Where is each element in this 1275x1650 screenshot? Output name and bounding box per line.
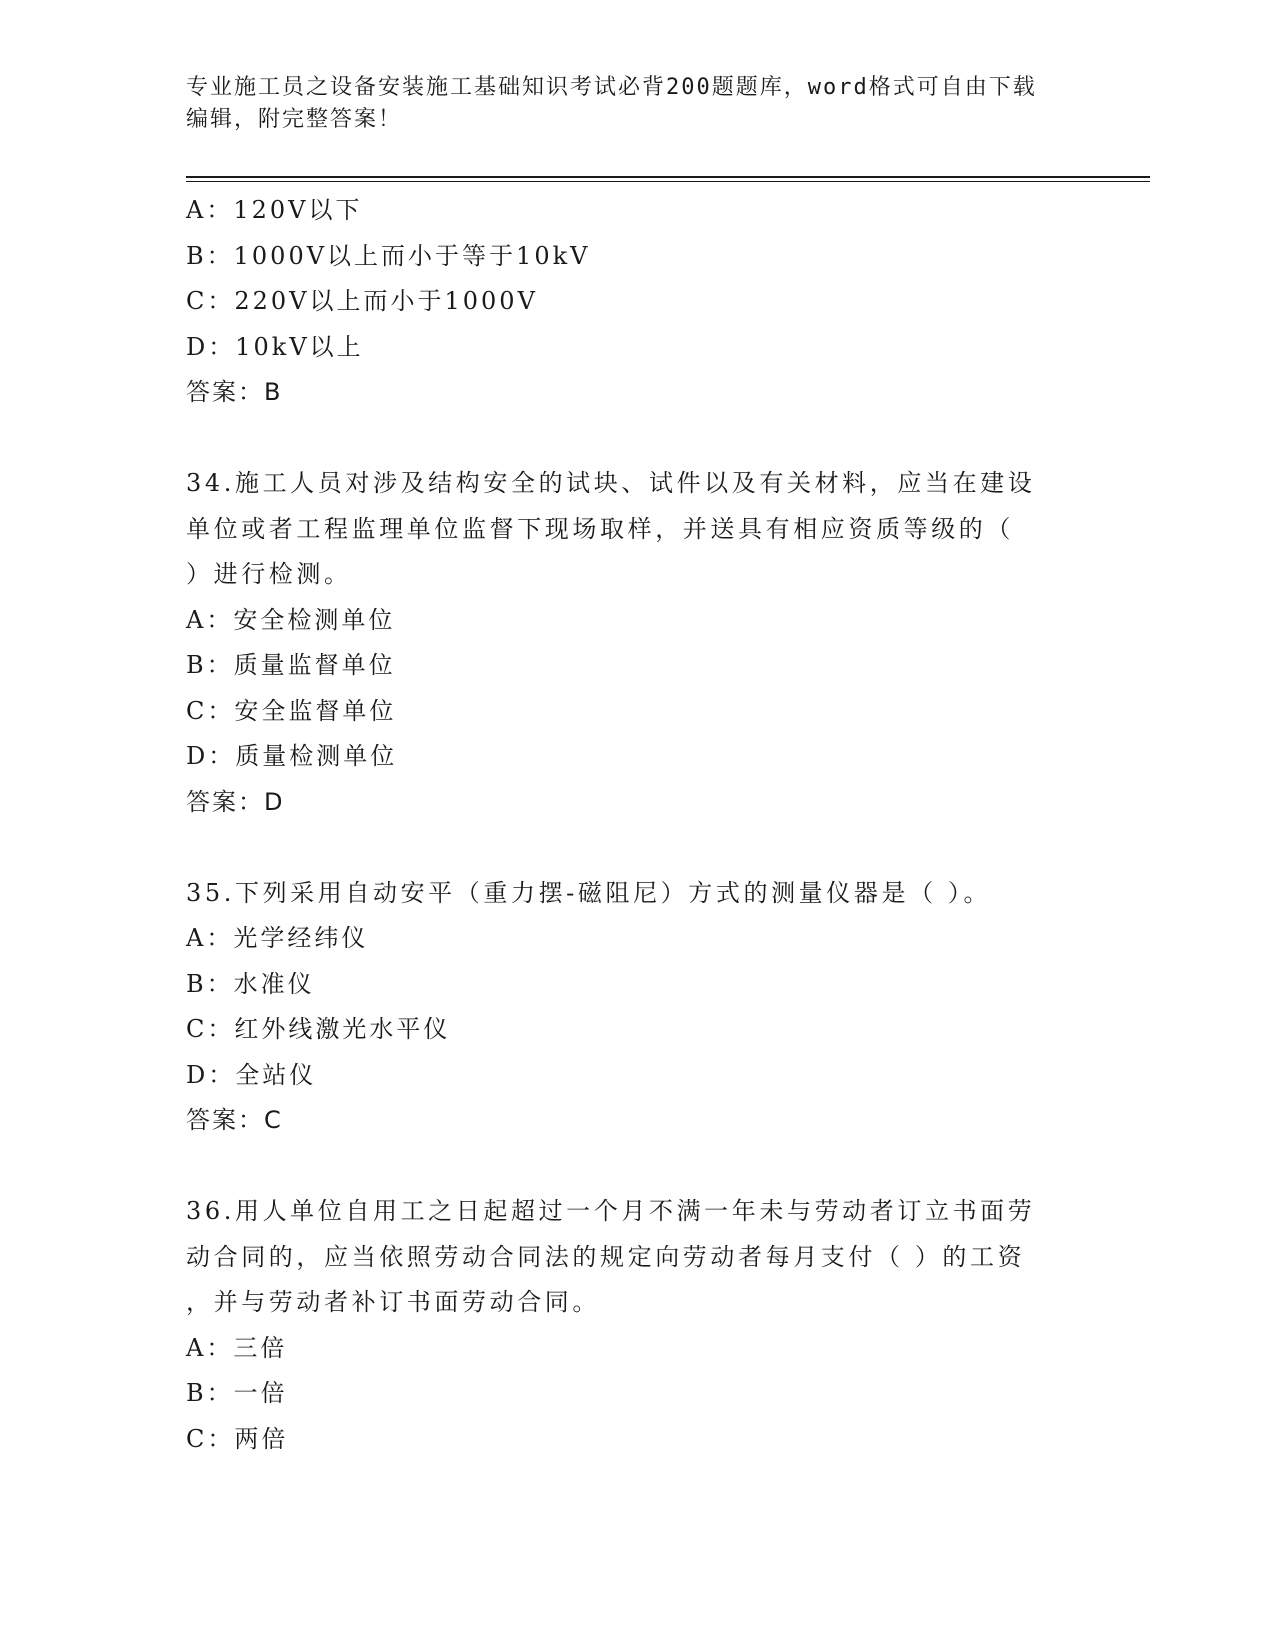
option-a: A：120V以下 [186, 196, 363, 224]
header-title-line-1: 专业施工员之设备安装施工基础知识考试必背200题题库，word格式可自由下载 [186, 75, 1037, 100]
option-a: A：三倍 [186, 1333, 288, 1362]
stem-line: 动合同的，应当依照劳动合同法的规定向劳动者每月支付（ ）的工资 [186, 1242, 1026, 1271]
question-36 [186, 1189, 1086, 1462]
answer-line: 答案：B [186, 378, 283, 406]
option-b: B：水准仪 [186, 969, 315, 998]
stem-line: ，并与劳动者补订书面劳动合同。 [186, 1288, 600, 1316]
option-a: A：光学经纬仪 [186, 924, 369, 952]
stem-line: 34.施工人员对涉及结构安全的试块、试件以及有关材料，应当在建设 [186, 469, 1036, 497]
header-divider-thin [186, 181, 1150, 182]
option-c: C：红外线激光水平仪 [186, 1015, 451, 1043]
stem-line: 35.下列采用自动安平（重力摆-磁阻尼）方式的测量仪器是（ ）。 [186, 878, 992, 907]
option-c: C：两倍 [186, 1424, 289, 1453]
answer-line: 答案：C [186, 1106, 283, 1134]
question-34 [186, 461, 1086, 825]
option-d: D：10kV以上 [186, 332, 364, 361]
question-35 [186, 871, 1086, 1144]
option-a: A：安全检测单位 [186, 605, 396, 634]
header-divider-thick [186, 176, 1150, 178]
question-stem [186, 871, 1086, 917]
question-33-continued [186, 188, 1086, 416]
option-b: B：质量监督单位 [186, 651, 396, 679]
stem-line: ）进行检测。 [186, 560, 352, 588]
answer-line: 答案：D [186, 787, 285, 816]
stem-line: 36.用人单位自用工之日起超过一个月不满一年未与劳动者订立书面劳 [186, 1197, 1036, 1225]
option-c: C：220V以上而小于1000V [186, 287, 538, 315]
document-header [186, 72, 1066, 136]
question-stem [186, 1189, 1086, 1326]
header-title-line-2: 编辑，附完整答案！ [186, 107, 403, 132]
question-stem [186, 461, 1086, 598]
option-d: D：质量检测单位 [186, 742, 398, 770]
question-list [186, 188, 1086, 1462]
option-d: D：全站仪 [186, 1060, 317, 1089]
stem-line: 单位或者工程监理单位监督下现场取样，并送具有相应资质等级的（ [186, 514, 1014, 543]
option-b: B：1000V以上而小于等于10kV [186, 241, 591, 270]
option-c: C：安全监督单位 [186, 696, 397, 725]
option-b: B：一倍 [186, 1379, 288, 1407]
